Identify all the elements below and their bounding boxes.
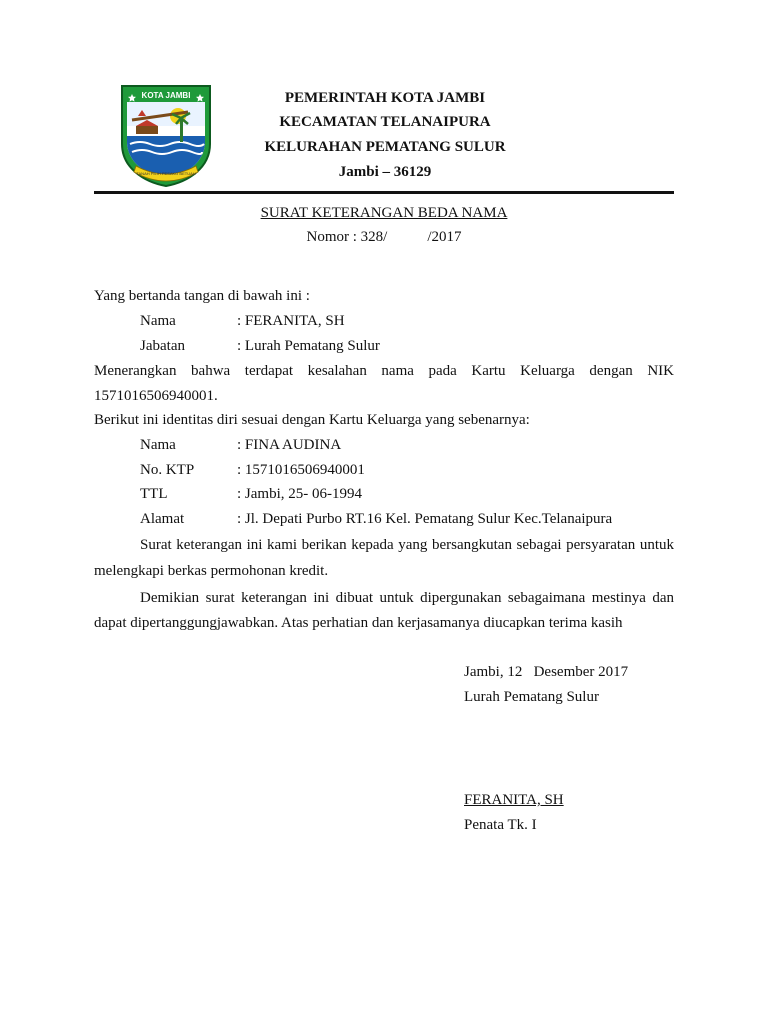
closing-line-1: Demikian surat keterangan ini dibuat untuk dipergunakan sebagaimana mestinya dan: [140, 590, 674, 606]
letter-number-year: /2017: [427, 229, 462, 245]
statement-line-2: 1571016506940001.: [94, 388, 218, 404]
identity-ktp-value: : 1571016506940001: [237, 462, 365, 478]
purpose-line-1: Surat keterangan ini kami berikan kepada yang bersangkutan sebagai persyaratan untuk: [140, 537, 674, 553]
signature-place-date: Jambi, 12 Desember 2017: [464, 664, 629, 680]
signer-name-label: Nama: [140, 313, 176, 329]
statement-line-1: Menerangkan bahwa terdapat kesalahan nama pada Kartu Keluarga dengan NIK: [94, 363, 674, 379]
letter-title: SURAT KETERANGAN BEDA NAMA: [260, 205, 508, 221]
purpose-line-2: melengkapi berkas permohonan kredit.: [94, 563, 329, 579]
letter-number: [94, 229, 674, 246]
header-village: KELURAHAN PEMATANG SULUR: [264, 139, 506, 155]
closing-line-2: dapat dipertanggungjawabkan. Atas perhatian dan kerjasamanya diucapkan terima kasih: [94, 615, 623, 631]
signature-office: Lurah Pematang Sulur: [464, 689, 599, 705]
header-postal: Jambi – 36129: [338, 164, 432, 180]
letter-number-label: Nomor :: [306, 229, 357, 245]
header-government: PEMERINTAH KOTA JAMBI: [284, 90, 486, 106]
identity-name-label: Nama: [140, 437, 176, 453]
intro-text: Yang bertanda tangan di bawah ini :: [94, 288, 310, 304]
identity-address-label: Alamat: [140, 511, 185, 527]
svg-text:KOTA JAMBI: KOTA JAMBI: [141, 91, 191, 100]
header-district: KECAMATAN TELANAIPURA: [279, 114, 491, 130]
identity-intro: Berikut ini identitas diri sesuai dengan Kartu Keluarga yang sebenarnya:: [94, 412, 530, 428]
identity-ktp-label: No. KTP: [140, 462, 195, 478]
identity-ttl-value: : Jambi, 25- 06-1994: [237, 486, 362, 502]
svg-text:TANAH PILIH PESAKO BETUAH: TANAH PILIH PESAKO BETUAH: [136, 171, 196, 176]
identity-name-value: : FINA AUDINA: [237, 437, 342, 453]
signer-name-value: : FERANITA, SH: [237, 313, 345, 329]
signature-rank: Penata Tk. I: [464, 817, 537, 833]
letter-number-value: 328/: [360, 229, 388, 245]
identity-ttl-label: TTL: [140, 486, 168, 502]
kota-jambi-emblem: [118, 82, 214, 188]
signer-position-value: : Lurah Pematang Sulur: [237, 338, 380, 354]
letterhead-divider: [94, 191, 674, 194]
identity-address-value: : Jl. Depati Purbo RT.16 Kel. Pematang Sulur Kec.Telanaipura: [237, 511, 613, 527]
signature-name: FERANITA, SH: [464, 792, 564, 808]
signer-position-label: Jabatan: [140, 338, 185, 354]
